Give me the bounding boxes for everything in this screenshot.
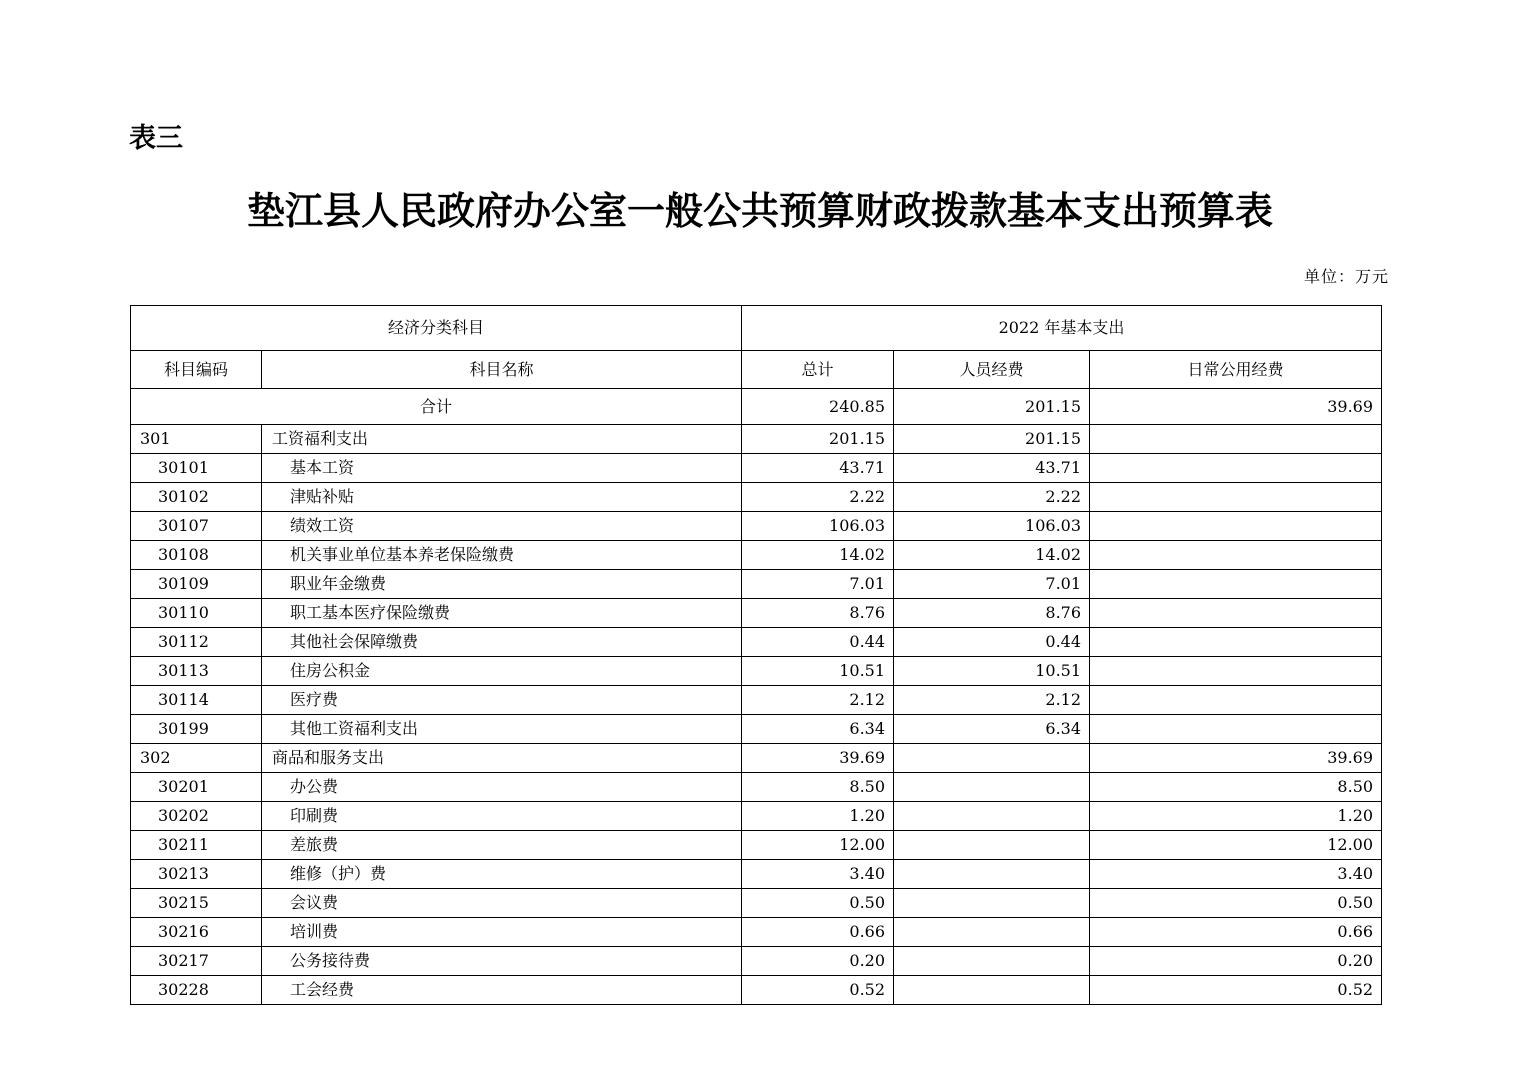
table-row <box>131 425 1382 454</box>
table-row <box>131 628 1382 657</box>
row-total: 0.20 <box>742 947 894 976</box>
row-subject-name: 职业年金缴费 <box>262 570 742 599</box>
row-personnel-expense <box>894 918 1090 947</box>
row-total: 0.50 <box>742 889 894 918</box>
row-subject-code: 30102 <box>131 483 262 512</box>
row-subject-name: 基本工资 <box>262 454 742 483</box>
row-subject-code: 30114 <box>131 686 262 715</box>
row-subject-code: 30109 <box>131 570 262 599</box>
table-row <box>131 773 1382 802</box>
row-personnel-expense <box>894 773 1090 802</box>
row-personnel-expense <box>894 831 1090 860</box>
row-subject-name: 工会经费 <box>262 976 742 1005</box>
table-label: 表三 <box>129 123 183 154</box>
row-subject-code: 30113 <box>131 657 262 686</box>
row-subject-name: 机关事业单位基本养老保险缴费 <box>262 541 742 570</box>
table-row <box>131 657 1382 686</box>
row-personnel-expense <box>894 860 1090 889</box>
table-row <box>131 512 1382 541</box>
row-personnel-expense: 10.51 <box>894 657 1090 686</box>
total-label: 合计 <box>131 389 742 425</box>
table-row <box>131 570 1382 599</box>
row-subject-code: 301 <box>131 425 262 454</box>
row-daily-public-expense: 0.20 <box>1090 947 1382 976</box>
row-personnel-expense: 106.03 <box>894 512 1090 541</box>
row-subject-name: 其他工资福利支出 <box>262 715 742 744</box>
row-subject-code: 30213 <box>131 860 262 889</box>
row-subject-name: 印刷费 <box>262 802 742 831</box>
row-total: 43.71 <box>742 454 894 483</box>
row-personnel-expense: 6.34 <box>894 715 1090 744</box>
row-total: 0.44 <box>742 628 894 657</box>
row-subject-code: 30216 <box>131 918 262 947</box>
row-subject-code: 30201 <box>131 773 262 802</box>
row-total: 6.34 <box>742 715 894 744</box>
row-subject-code: 30101 <box>131 454 262 483</box>
table-row <box>131 831 1382 860</box>
row-subject-name: 其他社会保障缴费 <box>262 628 742 657</box>
row-subject-code: 30199 <box>131 715 262 744</box>
row-daily-public-expense: 8.50 <box>1090 773 1382 802</box>
header-personnel-expense: 人员经费 <box>894 351 1090 389</box>
table-row <box>131 744 1382 773</box>
header-economic-classification: 经济分类科目 <box>131 306 742 351</box>
row-total: 0.52 <box>742 976 894 1005</box>
row-subject-code: 30202 <box>131 802 262 831</box>
total-total: 240.85 <box>742 389 894 425</box>
row-total: 10.51 <box>742 657 894 686</box>
row-subject-name: 培训费 <box>262 918 742 947</box>
row-personnel-expense: 0.44 <box>894 628 1090 657</box>
table-row <box>131 918 1382 947</box>
row-personnel-expense: 43.71 <box>894 454 1090 483</box>
table-row <box>131 976 1382 1005</box>
row-subject-name: 商品和服务支出 <box>262 744 742 773</box>
table-row <box>131 454 1382 483</box>
row-daily-public-expense: 0.66 <box>1090 918 1382 947</box>
row-daily-public-expense <box>1090 657 1382 686</box>
row-subject-name: 会议费 <box>262 889 742 918</box>
row-subject-name: 住房公积金 <box>262 657 742 686</box>
row-total: 0.66 <box>742 918 894 947</box>
row-personnel-expense <box>894 744 1090 773</box>
row-subject-code: 30110 <box>131 599 262 628</box>
table-row <box>131 686 1382 715</box>
row-daily-public-expense <box>1090 454 1382 483</box>
row-daily-public-expense: 3.40 <box>1090 860 1382 889</box>
table-row <box>131 802 1382 831</box>
row-personnel-expense: 201.15 <box>894 425 1090 454</box>
table-row <box>131 947 1382 976</box>
table-row <box>131 541 1382 570</box>
row-total: 12.00 <box>742 831 894 860</box>
row-daily-public-expense: 1.20 <box>1090 802 1382 831</box>
row-total: 201.15 <box>742 425 894 454</box>
row-total: 3.40 <box>742 860 894 889</box>
row-total: 14.02 <box>742 541 894 570</box>
header-subject-code: 科目编码 <box>131 351 262 389</box>
table-row <box>131 715 1382 744</box>
row-subject-name: 绩效工资 <box>262 512 742 541</box>
row-subject-code: 30217 <box>131 947 262 976</box>
table-row <box>131 599 1382 628</box>
row-subject-code: 302 <box>131 744 262 773</box>
row-daily-public-expense <box>1090 599 1382 628</box>
row-subject-name: 办公费 <box>262 773 742 802</box>
total-daily: 39.69 <box>1090 389 1382 425</box>
page-title: 垫江县人民政府办公室一般公共预算财政拨款基本支出预算表 <box>246 189 1273 233</box>
row-subject-name: 职工基本医疗保险缴费 <box>262 599 742 628</box>
row-total: 2.22 <box>742 483 894 512</box>
row-daily-public-expense <box>1090 425 1382 454</box>
row-subject-name: 医疗费 <box>262 686 742 715</box>
row-subject-code: 30211 <box>131 831 262 860</box>
header-subject-name: 科目名称 <box>262 351 742 389</box>
budget-table <box>130 305 1382 1005</box>
row-daily-public-expense <box>1090 541 1382 570</box>
row-total: 2.12 <box>742 686 894 715</box>
row-daily-public-expense: 12.00 <box>1090 831 1382 860</box>
row-daily-public-expense: 39.69 <box>1090 744 1382 773</box>
row-subject-name: 工资福利支出 <box>262 425 742 454</box>
row-total: 106.03 <box>742 512 894 541</box>
header-group-row <box>131 306 1382 351</box>
header-total: 总计 <box>742 351 894 389</box>
row-subject-name: 津贴补贴 <box>262 483 742 512</box>
row-daily-public-expense <box>1090 628 1382 657</box>
row-total: 7.01 <box>742 570 894 599</box>
row-subject-name: 公务接待费 <box>262 947 742 976</box>
row-subject-code: 30112 <box>131 628 262 657</box>
header-daily-public-expense: 日常公用经费 <box>1090 351 1382 389</box>
row-daily-public-expense <box>1090 512 1382 541</box>
row-personnel-expense: 14.02 <box>894 541 1090 570</box>
row-total: 1.20 <box>742 802 894 831</box>
table-row <box>131 889 1382 918</box>
row-daily-public-expense <box>1090 483 1382 512</box>
header-basic-expenditure-year: 2022 年基本支出 <box>742 306 1382 351</box>
table-row <box>131 860 1382 889</box>
budget-table-body <box>131 306 1382 1005</box>
row-personnel-expense: 8.76 <box>894 599 1090 628</box>
row-subject-code: 30107 <box>131 512 262 541</box>
table-row <box>131 483 1382 512</box>
row-personnel-expense: 7.01 <box>894 570 1090 599</box>
row-subject-code: 30108 <box>131 541 262 570</box>
row-personnel-expense <box>894 889 1090 918</box>
row-subject-name: 差旅费 <box>262 831 742 860</box>
row-subject-code: 30215 <box>131 889 262 918</box>
total-personnel: 201.15 <box>894 389 1090 425</box>
row-subject-code: 30228 <box>131 976 262 1005</box>
row-daily-public-expense <box>1090 570 1382 599</box>
row-personnel-expense <box>894 976 1090 1005</box>
row-personnel-expense: 2.12 <box>894 686 1090 715</box>
row-daily-public-expense: 0.50 <box>1090 889 1382 918</box>
row-subject-name: 维修（护）费 <box>262 860 742 889</box>
row-total: 8.50 <box>742 773 894 802</box>
unit-label: 单位：万元 <box>1303 267 1389 286</box>
row-daily-public-expense <box>1090 686 1382 715</box>
row-total: 39.69 <box>742 744 894 773</box>
total-row <box>131 389 1382 425</box>
row-daily-public-expense <box>1090 715 1382 744</box>
row-personnel-expense <box>894 802 1090 831</box>
row-total: 8.76 <box>742 599 894 628</box>
row-personnel-expense: 2.22 <box>894 483 1090 512</box>
row-daily-public-expense: 0.52 <box>1090 976 1382 1005</box>
row-personnel-expense <box>894 947 1090 976</box>
header-column-row <box>131 351 1382 389</box>
